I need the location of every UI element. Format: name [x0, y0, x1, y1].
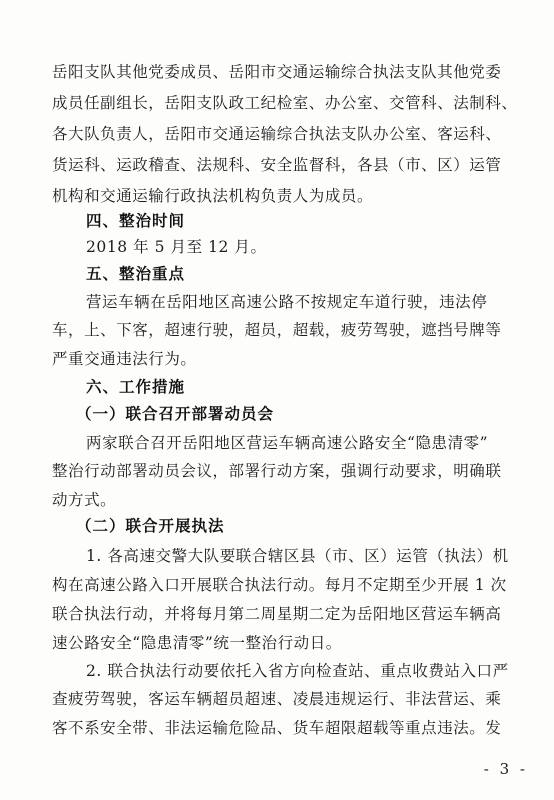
section-heading-focus: 五、整治重点 [86, 265, 186, 283]
page-number: - 3 - [483, 760, 528, 778]
paragraph-line: 机构和交通运输行政执法机构负责人为成员。 [52, 187, 374, 205]
paragraph-line: 客不系安全带、非法运输危险品、货车超限超载等重点违法。发 [52, 719, 502, 737]
paragraph-line: 两家联合召开岳阳地区营运车辆高速公路安全“隐患清零” [86, 434, 489, 452]
paragraph-line: 1. 各高速交警大队要联合辖区县（市、区）运管（执法）机 [86, 547, 509, 565]
section-heading-measures: 六、工作措施 [86, 378, 186, 396]
paragraph-line: 成员任副组长，岳阳支队政工纪检室、办公室、交管科、法制科、 [52, 94, 518, 112]
paragraph-line: 2018 年 5 月至 12 月。 [86, 238, 267, 256]
paragraph-line: 2. 联合执法行动要依托入省方向检查站、重点收费站入口严 [86, 662, 509, 680]
paragraph-line: 岳阳支队其他党委成员、岳阳市交通运输综合执法支队其他党委 [52, 63, 502, 81]
paragraph-line: 联合执法行动，并将每月第二周星期二定为岳阳地区营运车辆高 [52, 605, 502, 623]
paragraph-line: 车，上、下客，超速行驶，超员，超载，疲劳驾驶，遮挡号牌等 [52, 321, 502, 339]
subsection-heading-enforcement: （二）联合开展执法 [76, 517, 225, 535]
paragraph-line: 动方式。 [52, 491, 117, 509]
paragraph-line: 速公路安全“隐患清零”统一整治行动日。 [52, 634, 342, 652]
paragraph-line: 严重交通违法行为。 [52, 350, 197, 368]
subsection-heading-meeting: （一）联合召开部署动员会 [76, 405, 275, 423]
paragraph-line: 各大队负责人，岳阳市交通运输综合执法支队办公室、客运科、 [52, 125, 502, 143]
paragraph-line: 查疲劳驾驶，客运车辆超员超速、凌晨违规运行、非法营运、乘 [52, 690, 502, 708]
paragraph-line: 货运科、运政稽查、法规科、安全监督科，各县（市、区）运管 [52, 156, 502, 174]
section-heading-time: 四、整治时间 [86, 212, 186, 230]
paragraph-line: 整治行动部署动员会议，部署行动方案，强调行动要求，明确联 [52, 462, 502, 480]
paragraph-line: 营运车辆在岳阳地区高速公路不按规定车道行驶，违法停 [86, 293, 488, 311]
paragraph-line: 构在高速公路入口开展联合执法行动。每月不定期至少开展 1 次 [52, 576, 507, 594]
